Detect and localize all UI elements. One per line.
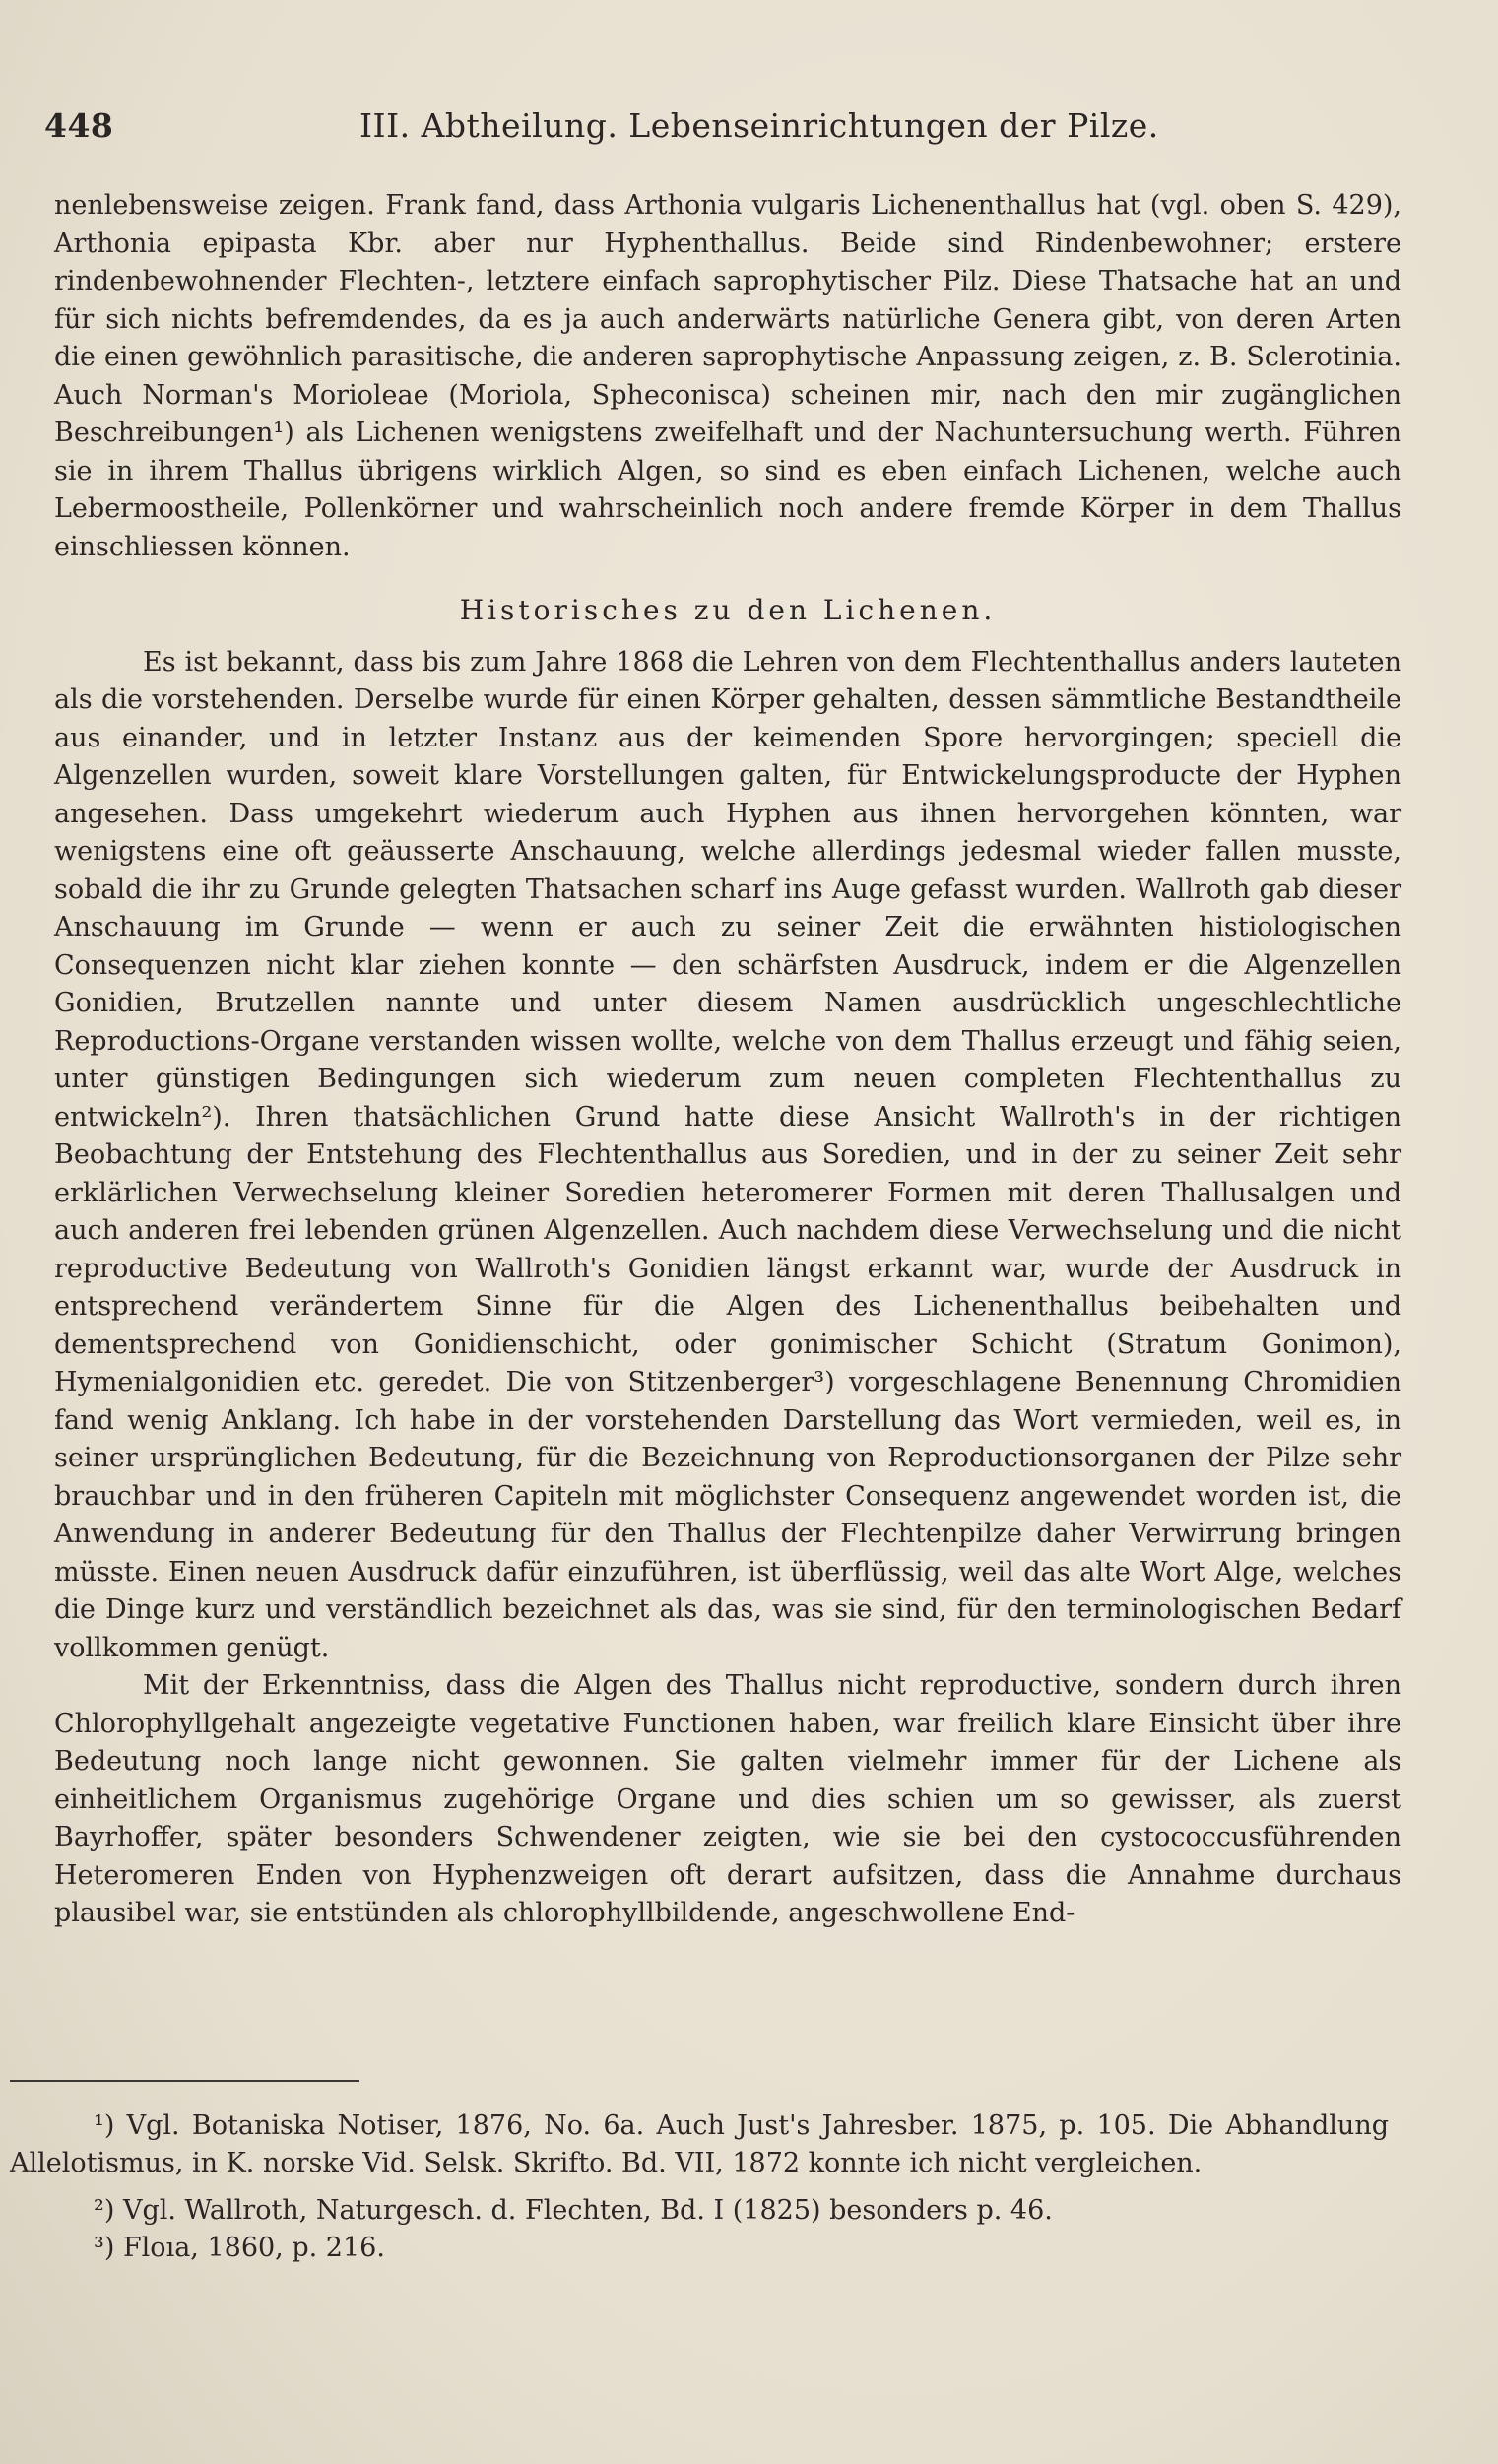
footnote-2: ²) Vgl. Wallroth, Naturgesch. d. Flechten, Bd. I (1825) besonders p. 46. — [94, 2195, 1053, 2226]
running-title: III. Abtheilung. Lebenseinrichtungen der Pilze. — [359, 106, 1159, 145]
page-number: 448 — [44, 106, 114, 145]
main-text — [54, 187, 1401, 1933]
footnote-3: ³) Floıa, 1860, p. 216. — [94, 2233, 385, 2263]
paragraph-3: Mit der Erkenntniss, dass die Algen des Thallus nicht reproductive, sondern durch ihren Chlorophyllgehalt angezeigte vegetative Functionen haben, war freilich klare Einsicht über ihre Bedeutung noch lange nicht gewonnen. Sie galten vielmehr immer für der Lichene als einheitlichem Organismus zugehörige Organe und dies schien um so gewisser, als zuerst Bayrhoffer, später besonders Schwendener zeigten, wie sie bei den cystococcusführenden Heteromeren Enden von Hyphenzweigen oft derart aufsitzen, dass die Annahme durchaus plausibel war, sie entstünden als chlorophyllbildende, angeschwollene End- — [54, 1670, 1401, 1928]
footnotes — [10, 2107, 1389, 2267]
footnote-separator — [10, 2080, 359, 2082]
section-heading: Historisches zu den Lichenen. — [459, 594, 997, 626]
paragraph-2: Es ist bekannt, dass bis zum Jahre 1868 die Lehren von dem Flechtenthallus anders lauteten als die vorstehenden. Derselbe wurde für einen Körper gehalten, dessen sämmtliche Bestandtheile aus einander, und in letzter Instanz aus der keimenden Spore hervorgingen; speciell die Algenzellen wurden, soweit klare Vorstellungen galten, für Entwickelungsproducte der Hyphen angesehen. Dass umgekehrt wiederum auch Hyphen aus ihnen hervorgehen könnten, war wenigstens eine oft geäusserte Anschauung, welche allerdings jedesmal wieder fallen musste, sobald die ihr zu Grunde gelegten Thatsachen scharf ins Auge gefasst wurden. Wallroth gab dieser Anschauung im Grunde — wenn er auch zu seiner Zeit die erwähnten histiologischen Consequenzen nicht klar ziehen konnte — den schärfsten Ausdruck, indem er die Algenzellen Gonidien, Brutzellen nannte und unter diesem Namen ausdrücklich ungeschlechtliche Reproductions-Organe verstanden wissen wollte, welche von dem Thallus erzeugt und fähig seien, unter günstigen Bedingungen sich wiederum zum neuen completen Flechtenthallus zu entwickeln²). Ihren thatsächlichen Grund hatte diese Ansicht Wallroth's in der richtigen Beobachtung der Entstehung des Flechtenthallus aus Soredien, und in der zu seiner Zeit sehr erklärlichen Verwechselung kleiner Soredien heteromerer Formen mit deren Thallusalgen und auch anderen frei lebenden grünen Algenzellen. Auch nachdem diese Verwechselung und die nicht reproductive Bedeutung von Wallroth's Gonidien längst erkannt war, wurde der Ausdruck in entsprechend verändertem Sinne für die Algen des Lichenenthallus beibehalten und dementsprechend von Gonidienschicht, oder gonimischer Schicht (Stratum Gonimon), Hymenialgonidien etc. geredet. Die von Stitzenberger³) vorgeschlagene Benennung Chromidien fand wenig Anklang. Ich habe in der vorstehenden Darstellung das Wort vermieden, weil es, in seiner ursprünglichen Bedeutung, für die Bezeichnung von Reproductionsorganen der Pilze sehr brauchbar und in den früheren Capiteln mit möglichster Consequenz angewendet worden ist, die Anwendung in anderer Bedeutung für den Thallus der Flechtenpilze daher Verwirrung bringen müsste. Einen neuen Ausdruck dafür einzuführen, ist überflüssig, weil das alte Wort Alge, welches die Dinge kurz und verständlich bezeichnet als das, was sie sind, für den terminologischen Bedarf vollkommen genügt. — [54, 646, 1401, 1663]
paragraph-1: nenlebensweise zeigen. Frank fand, dass Arthonia vulgaris Lichenenthallus hat (vgl. oben S. 429), Arthonia epipasta Kbr. aber nur Hyphenthallus. Beide sind Rindenbewohner; erstere rindenbewohnender Flechten-, letztere einfach saprophytischer Pilz. Diese Thatsache hat an und für sich nichts befremdendes, da es ja auch anderwärts natürliche Genera gibt, von deren Arten die einen gewöhnlich parasitische, die anderen saprophytische Anpassung zeigen, z. B. Sclerotinia. Auch Norman's Morioleae (Moriola, Spheconisca) scheinen mir, nach den mir zugänglichen Beschreibungen¹) als Lichenen wenigstens zweifelhaft und der Nachuntersuchung werth. Führen sie in ihrem Thallus übrigens wirklich Algen, so sind es eben einfach Lichenen, welche auch Lebermoostheile, Pollenkörner und wahrscheinlich noch andere fremde Körper in dem Thallus einschliessen können. — [54, 190, 1401, 562]
footnote-1: ¹) Vgl. Botaniska Notiser, 1876, No. 6a. Auch Just's Jahresber. 1875, p. 105. Die Abhandlung Allelotismus, in K. norske Vid. Selsk. Skrifto. Bd. VII, 1872 konnte ich nicht vergleichen. — [10, 2110, 1389, 2178]
